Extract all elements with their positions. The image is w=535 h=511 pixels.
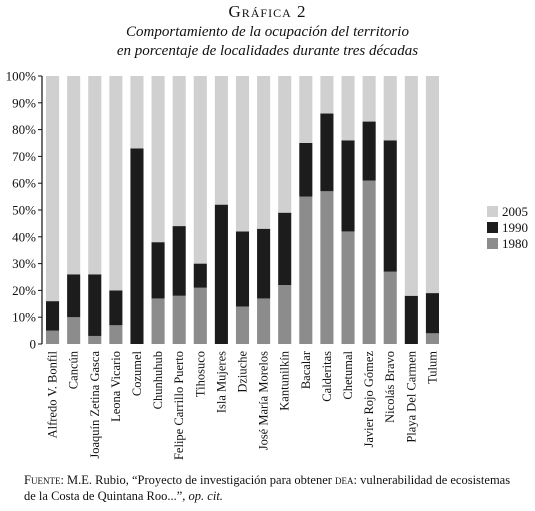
bar-segment-1980 (194, 288, 207, 344)
source-label: Fuente: (24, 473, 64, 487)
legend-label-1980: 1980 (502, 236, 528, 251)
legend (487, 204, 528, 251)
bar-segment-2005 (257, 76, 270, 229)
x-category-label: Tulum (425, 351, 440, 384)
bar-segment-1990 (236, 231, 249, 306)
bar-segment-1980 (257, 298, 270, 344)
bar-segment-1980 (88, 336, 101, 344)
bar-segment-1990 (67, 274, 80, 317)
source-dea: dea (335, 473, 354, 487)
legend-swatch-1990 (487, 222, 498, 233)
legend-swatch-1980 (487, 238, 498, 249)
bar-segment-1980 (173, 296, 186, 344)
x-category-label: Isla Mujeres (214, 351, 229, 414)
x-category-label: Dziuche (235, 351, 250, 393)
chart-title-line-2: en porcentaje de localidades durante tres décadas (116, 43, 419, 59)
legend-swatch-2005 (487, 206, 498, 217)
bar-segment-1990 (173, 226, 186, 296)
bar-segment-2005 (67, 76, 80, 274)
x-category-label: Cancún (66, 351, 81, 390)
x-category-label: Chetumal (341, 351, 356, 400)
x-category-label: Joaquín Zetina Gasca (87, 351, 102, 459)
x-category-label: José María Morelos (256, 351, 271, 451)
bar-segment-1990 (130, 148, 143, 344)
bar-segment-2005 (405, 76, 418, 296)
x-category-label: Cozumel (129, 351, 144, 397)
source-note (24, 472, 524, 504)
source-text-after: : vulnerabilidad de ecosistemas de la Costa de Quintana Roo...”, (24, 473, 511, 503)
bar-segment-2005 (384, 76, 397, 140)
bar-segment-1980 (320, 191, 333, 344)
legend-label-1990: 1990 (502, 220, 528, 235)
bar-segment-2005 (363, 76, 376, 122)
bar-segment-2005 (88, 76, 101, 274)
x-category-label: Calderitas (319, 351, 334, 402)
y-tick-label: 50% (12, 202, 36, 218)
bar-segment-2005 (109, 76, 122, 290)
y-tick-label: 90% (12, 95, 36, 111)
bar-segment-2005 (278, 76, 291, 213)
bar-segment-2005 (236, 76, 249, 231)
bar-segment-1990 (194, 264, 207, 288)
x-category-label: Tihosuco (193, 351, 208, 398)
bar-segment-1980 (426, 333, 439, 344)
x-category-label: Leona Vicario (108, 351, 123, 422)
y-tick-label: 30% (12, 256, 36, 272)
x-category-label: Alfredo V. Bonfil (45, 351, 60, 439)
bar-segment-1990 (109, 290, 122, 325)
bar-segment-1990 (384, 140, 397, 271)
y-tick-label: 80% (12, 122, 36, 138)
bar-segment-2005 (173, 76, 186, 226)
bar-segment-1990 (320, 114, 333, 192)
source-op-cit: op. cit. (188, 489, 223, 503)
x-axis-labels (46, 350, 440, 460)
legend-label-2005: 2005 (502, 204, 528, 219)
y-tick-label: 60% (12, 175, 36, 191)
bar-segment-2005 (320, 76, 333, 114)
bar-segment-2005 (152, 76, 165, 242)
bar-segment-2005 (215, 76, 228, 205)
bar-segment-1980 (278, 285, 291, 344)
bar-segment-1990 (257, 229, 270, 299)
bar-segment-1990 (152, 242, 165, 298)
y-tick-label: 40% (12, 229, 36, 245)
bar-segment-1980 (109, 325, 122, 344)
y-tick-label: 20% (12, 282, 36, 298)
bar-segment-1990 (278, 213, 291, 285)
bar-segment-1980 (363, 181, 376, 344)
bar-segment-2005 (299, 76, 312, 143)
source-text-before: M.E. Rubio, “Proyecto de investigación para obtener (63, 473, 336, 487)
x-category-label: Kantunilkín (277, 351, 292, 411)
x-category-label: Bacalar (298, 351, 313, 390)
bar-segment-1990 (88, 274, 101, 336)
bar-segment-2005 (341, 76, 354, 140)
bar-segment-1980 (299, 197, 312, 344)
x-category-label: Playa Del Carmen (404, 351, 419, 443)
x-category-label: Felipe Carrillo Puerto (172, 351, 187, 461)
bar-segment-1990 (299, 143, 312, 197)
x-category-label: Chunhuhub (151, 351, 166, 410)
bar-segment-2005 (426, 76, 439, 293)
y-tick-label: 10% (12, 309, 36, 325)
bar-segment-1990 (341, 140, 354, 231)
bar-segment-1980 (341, 231, 354, 344)
y-tick-label: 70% (12, 148, 36, 164)
bar-segment-1990 (426, 293, 439, 333)
bar-segment-1990 (46, 301, 59, 330)
y-tick-label: 0 (29, 336, 36, 352)
chart-title-line-1: Comportamiento de la ocupación del territorio (126, 24, 409, 40)
y-tick-label: 100% (5, 68, 36, 84)
bar-segment-1990 (363, 122, 376, 181)
bar-segment-1990 (405, 296, 418, 344)
x-category-label: Javier Rojo Gómez (362, 351, 377, 448)
bar-segment-1980 (46, 331, 59, 344)
x-category-label: Nicolás Bravo (383, 351, 398, 423)
bar-segment-2005 (130, 76, 143, 148)
bar-segment-1980 (67, 317, 80, 344)
y-axis (6, 69, 42, 352)
graph-label: Gráfica 2 (228, 2, 307, 21)
bar-segment-1980 (384, 272, 397, 344)
bar-segment-1990 (215, 205, 228, 344)
bar-segment-1980 (236, 306, 249, 344)
bar-segment-1980 (152, 298, 165, 344)
bar-segment-2005 (194, 76, 207, 264)
bars-group (46, 76, 439, 344)
bar-segment-2005 (46, 76, 59, 301)
